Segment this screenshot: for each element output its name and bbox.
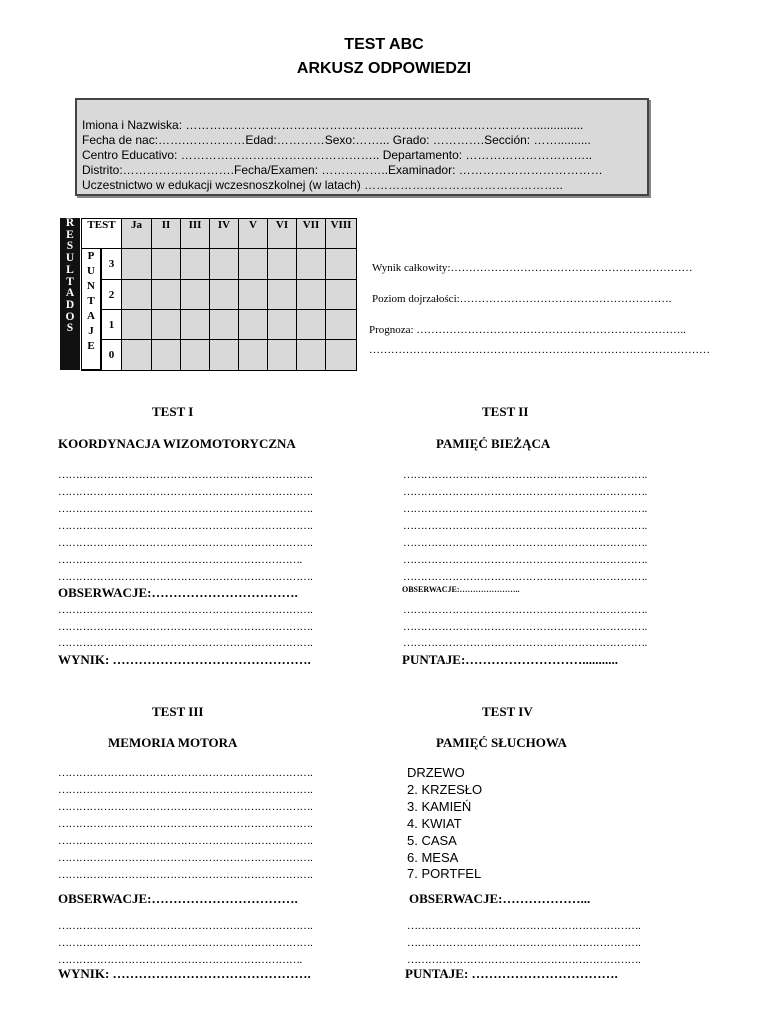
score-cell[interactable] <box>268 340 297 371</box>
test4-result: PUNTAJE: ……………………………. <box>405 966 618 981</box>
word-list-item: 6. MESA <box>407 850 459 865</box>
page-title: TEST ABC <box>344 36 424 53</box>
info-birth-line: Fecha de nac:…….……………Edad:…………Sexo:……... Grado: ………….Sección: …….......... <box>82 133 591 147</box>
dot-line: ……………………………………………………………. <box>403 503 647 515</box>
dot-line: ……………………………………………………………. <box>403 604 647 616</box>
dot-line: ……………………………………………………………. <box>403 554 647 566</box>
word-list-item: 5. CASA <box>407 833 457 848</box>
score-label: 0 <box>102 340 122 371</box>
dot-line: ……………………………………………………………. <box>403 637 647 649</box>
dot-line: ……………………………………………………………. <box>403 469 647 481</box>
score-cell[interactable] <box>122 310 152 340</box>
score-cell[interactable] <box>326 280 357 310</box>
personal-info-box <box>75 98 649 196</box>
dot-line: ………………………………………………………………. <box>58 621 313 633</box>
score-cell[interactable] <box>297 280 326 310</box>
score-label: 2 <box>102 280 122 310</box>
score-cell[interactable] <box>122 249 152 280</box>
col-header: VII <box>297 219 326 249</box>
dot-line: ……………………………………………………………. <box>403 537 647 549</box>
score-cell[interactable] <box>181 280 210 310</box>
score-cell[interactable] <box>297 249 326 280</box>
col-header: IV <box>210 219 239 249</box>
score-cell[interactable] <box>152 280 181 310</box>
dot-line: ………………………………………………………………. <box>58 469 313 481</box>
dot-line: ………………………………………………………………. <box>58 767 313 779</box>
word-list-item: 7. PORTFEL <box>407 866 482 881</box>
dot-line: ………………………………………………………………. <box>58 537 313 549</box>
score-cell[interactable] <box>210 310 239 340</box>
score-cell[interactable] <box>239 249 268 280</box>
score-cell[interactable] <box>239 340 268 371</box>
score-cell[interactable] <box>239 280 268 310</box>
score-cell[interactable] <box>122 340 152 371</box>
score-cell[interactable] <box>181 340 210 371</box>
dot-line: ………………………………………………………………. <box>58 818 313 830</box>
test4-observations: OBSERWACJE:………………... <box>409 891 591 906</box>
test1-heading: TEST I <box>152 404 194 419</box>
score-cell[interactable] <box>181 310 210 340</box>
test2-name: PAMIĘĆ BIEŻĄCA <box>436 436 551 451</box>
resultados-label: R E S U L T A D O S <box>60 218 80 370</box>
dot-line: ………………………………………………………………. <box>58 937 313 949</box>
dot-line: ………………………………………………………………. <box>58 604 313 616</box>
dot-line: ………………………………………………………………. <box>58 486 313 498</box>
word-list-item: DRZEWO <box>407 765 465 780</box>
dot-line: ………………………………………………………………. <box>58 520 313 532</box>
dot-line: ………………………………………………………………. <box>58 503 313 515</box>
score-cell[interactable] <box>152 310 181 340</box>
dot-line: ………………………………………………………………. <box>58 571 313 583</box>
word-list-item: 3. KAMIEŃ <box>407 799 472 814</box>
score-cell[interactable] <box>210 280 239 310</box>
dot-line: ……………………………………………………………. <box>403 621 647 633</box>
score-cell[interactable] <box>181 249 210 280</box>
test2-observations: OBSERWACJE:………………….. <box>402 585 520 594</box>
word-list-item: 4. KWIAT <box>407 816 462 831</box>
score-label: 1 <box>102 310 122 340</box>
dot-line: ………………………………………………………………. <box>58 801 313 813</box>
test1-observations: OBSERWACJE:……………………………. <box>58 585 298 600</box>
dot-line: …………………………………………………………. <box>407 920 641 932</box>
prognosis-extra-line: ………………………………………………………………………………… <box>369 344 710 356</box>
dot-line: ………………………………………………………………. <box>58 852 313 864</box>
score-cell[interactable] <box>210 340 239 371</box>
col-header: Ja <box>122 219 152 249</box>
score-cell[interactable] <box>122 280 152 310</box>
dot-line: ……………………………………………………………. <box>403 520 647 532</box>
info-district-line: Distrito:……………………….Fecha/Examen: ……………..Examinador: ……………………………… <box>82 163 603 177</box>
total-score-line: Wynik całkowity:………………………………………………………… <box>372 262 693 274</box>
test3-name: MEMORIA MOTORA <box>108 735 238 750</box>
test2-heading: TEST II <box>482 404 529 419</box>
dot-line: ………………………………………………………………. <box>58 835 313 847</box>
test3-heading: TEST III <box>152 704 204 719</box>
score-cell[interactable] <box>268 310 297 340</box>
dot-line: …………………………………………………………. <box>407 937 641 949</box>
score-cell[interactable] <box>268 280 297 310</box>
dot-line: ……………………………………………………………. <box>403 486 647 498</box>
info-name-line: Imiona i Nazwiska: ……………………………………………………………………………............... <box>82 118 584 132</box>
maturity-level-line: Poziom dojrzałości:…………………………………………………. <box>372 293 672 305</box>
score-cell[interactable] <box>297 310 326 340</box>
col-header: II <box>152 219 181 249</box>
dot-line: ………………………………………………………………. <box>58 920 313 932</box>
score-cell[interactable] <box>152 249 181 280</box>
score-cell[interactable] <box>326 340 357 371</box>
test1-result: WYNIK: ………………………………………. <box>58 652 311 667</box>
col-header: V <box>239 219 268 249</box>
page-subtitle: ARKUSZ ODPOWIEDZI <box>296 60 472 77</box>
info-school-line: Centro Educativo: ………………………………………….. Departamento: ………………………….. <box>82 148 593 162</box>
dot-line: ………………………………………………………………. <box>58 869 313 881</box>
col-header: VIII <box>326 219 357 249</box>
dot-line: ……………………………………………………………. <box>403 571 647 583</box>
puntaje-label: P U N T A J E <box>81 248 101 370</box>
results-grid <box>81 218 357 371</box>
score-cell[interactable] <box>326 249 357 280</box>
score-cell[interactable] <box>239 310 268 340</box>
test4-heading: TEST IV <box>482 704 533 719</box>
score-cell[interactable] <box>326 310 357 340</box>
test3-result: WYNIK: ………………………………………. <box>58 966 311 981</box>
score-cell[interactable] <box>152 340 181 371</box>
test1-name: KOORDYNACJA WIZOMOTORYCZNA <box>58 436 296 451</box>
score-cell[interactable] <box>297 340 326 371</box>
col-header: VI <box>268 219 297 249</box>
dot-line: ………………………………………………………………. <box>58 637 313 649</box>
col-header: III <box>181 219 210 249</box>
score-cell[interactable] <box>210 249 239 280</box>
dot-line: ………………………………………………………………. <box>58 784 313 796</box>
test3-observations: OBSERWACJE:……………………………. <box>58 891 298 906</box>
test4-name: PAMIĘĆ SŁUCHOWA <box>436 735 567 750</box>
test2-result: PUNTAJE:………………………........... <box>402 652 619 667</box>
test-header-cell: TEST <box>82 219 122 249</box>
info-education-line: Uczestnictwo w edukacji wczesnoszkolnej (w latach) ………………………………………….. <box>82 178 563 192</box>
score-label: 3 <box>102 249 122 280</box>
dot-line: ……………………………………………………………. <box>58 554 302 566</box>
score-cell[interactable] <box>268 249 297 280</box>
word-list-item: 2. KRZESŁO <box>407 782 483 797</box>
dot-line: ……………………………………………………………. <box>58 954 302 966</box>
prognosis-line: Prognoza: ……………………………………………………………….. <box>369 324 686 336</box>
dot-line: …………………………………………………………. <box>407 954 641 966</box>
